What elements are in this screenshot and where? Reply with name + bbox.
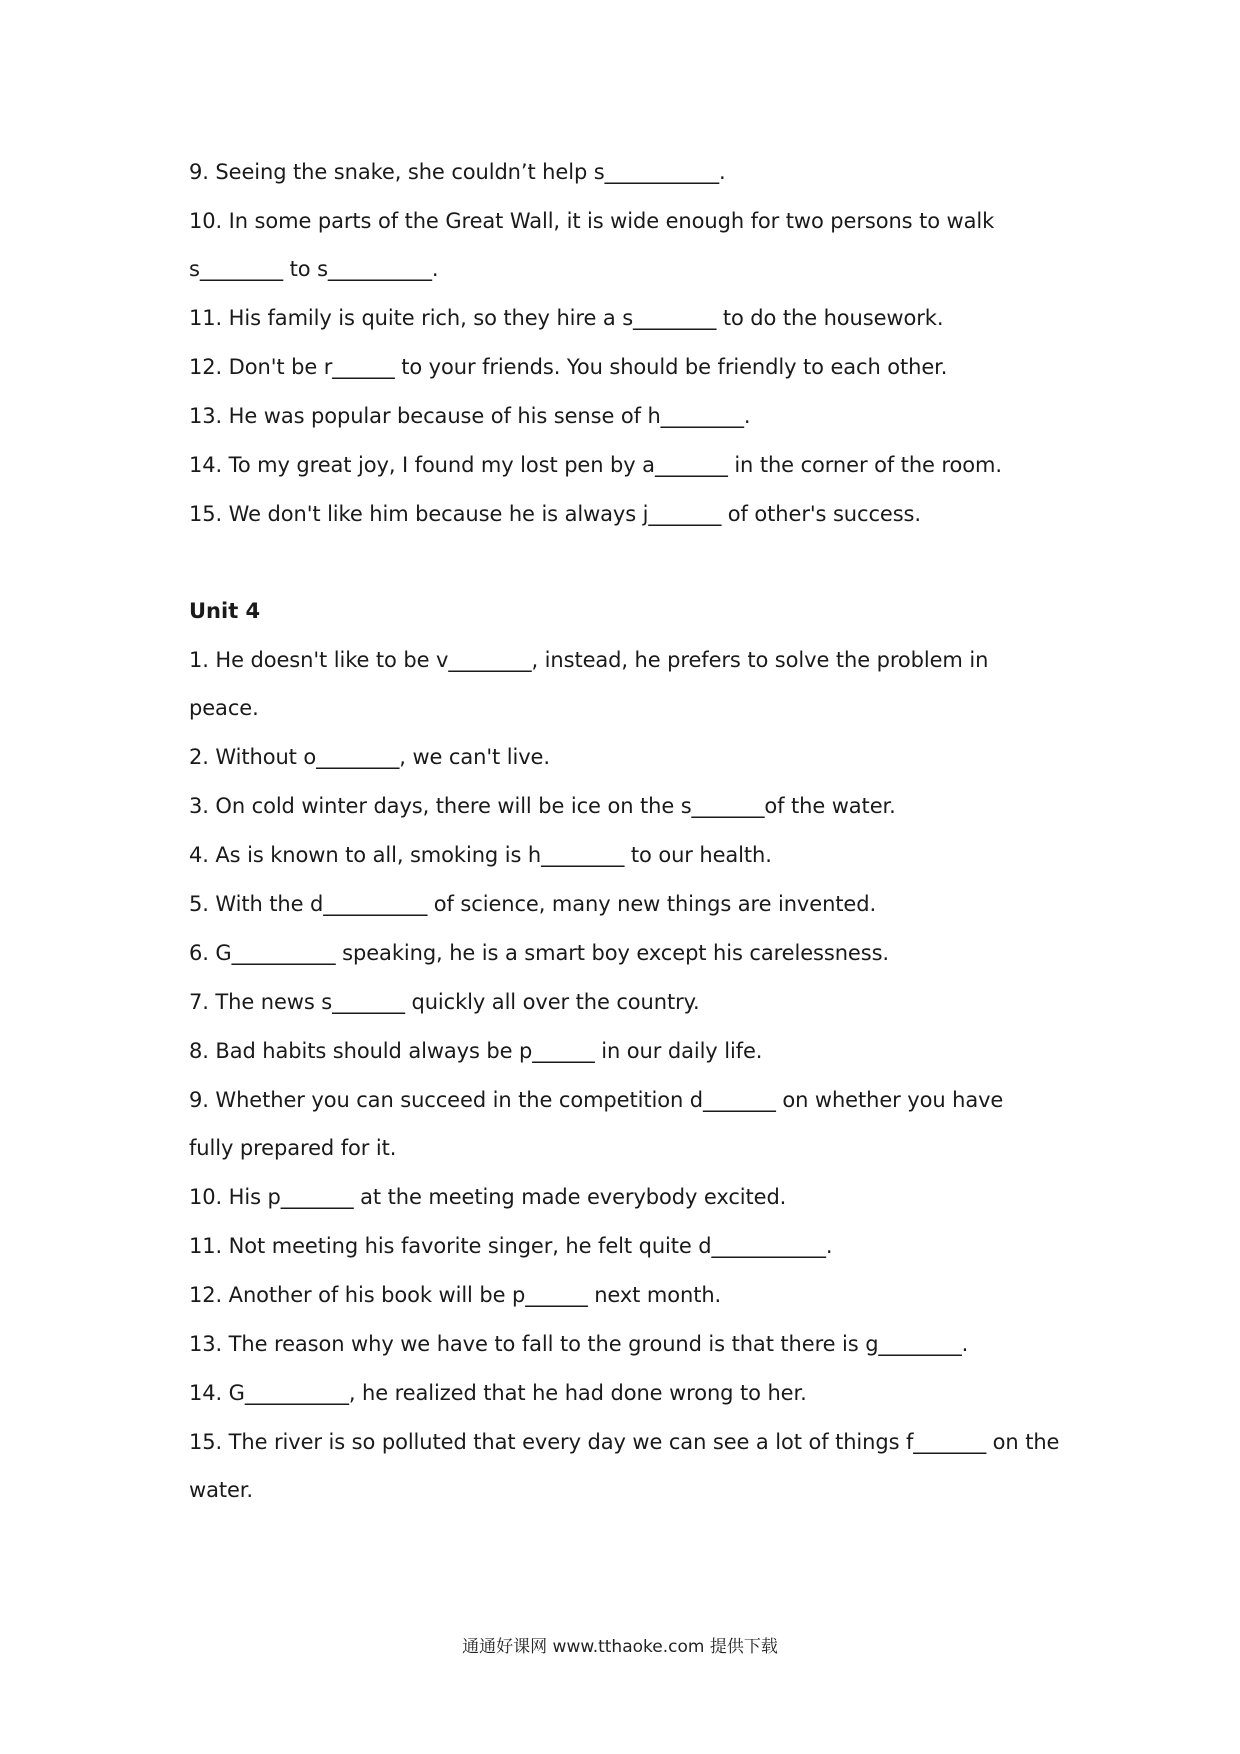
unit4-question-6: 6. G__________ speaking, he is a smart boy except his carelessness. [189, 941, 889, 965]
question-14: 14. To my great joy, I found my lost pen by a_______ in the corner of the room. [189, 453, 1002, 477]
unit4-question-5: 5. With the d__________ of science, many new things are invented. [189, 892, 877, 916]
question-9: 9. Seeing the snake, she couldn’t help s___________. [189, 160, 726, 184]
question-10: 10. In some parts of the Great Wall, it is wide enough for two persons to walk [189, 209, 995, 233]
unit4-question-1-continued: peace. [189, 696, 259, 720]
unit4-question-15-continued: water. [189, 1478, 253, 1502]
unit4-question-14: 14. G__________, he realized that he had done wrong to her. [189, 1381, 807, 1405]
question-12: 12. Don't be r______ to your friends. You should be friendly to each other. [189, 355, 948, 379]
unit4-question-3: 3. On cold winter days, there will be ice on the s_______of the water. [189, 794, 896, 818]
unit4-question-2: 2. Without o________, we can't live. [189, 745, 550, 769]
previous-unit-questions [189, 160, 1069, 526]
unit4-question-7: 7. The news s_______ quickly all over the country. [189, 990, 700, 1014]
unit4-question-15: 15. The river is so polluted that every day we can see a lot of things f_______ on the [189, 1430, 1060, 1454]
question-11: 11. His family is quite rich, so they hire a s________ to do the housework. [189, 306, 944, 330]
question-15: 15. We don't like him because he is always j_______ of other's success. [189, 502, 921, 526]
unit4-question-11: 11. Not meeting his favorite singer, he felt quite d___________. [189, 1234, 833, 1258]
unit4-question-9: 9. Whether you can succeed in the competition d_______ on whether you have [189, 1088, 1004, 1112]
unit4-question-9-continued: fully prepared for it. [189, 1136, 397, 1160]
worksheet-content [189, 160, 1069, 1527]
question-10-continued: s________ to s__________. [189, 257, 439, 281]
unit4-question-8: 8. Bad habits should always be p______ in our daily life. [189, 1039, 763, 1063]
unit-4-questions [189, 648, 1069, 1502]
unit4-question-12: 12. Another of his book will be p______ next month. [189, 1283, 722, 1307]
unit4-question-1: 1. He doesn't like to be v________, instead, he prefers to solve the problem in [189, 648, 989, 672]
page-footer: 通通好课网 www.tthaoke.com 提供下载 [462, 1637, 778, 1657]
unit-4-heading: Unit 4 [189, 599, 261, 623]
unit4-question-13: 13. The reason why we have to fall to the ground is that there is g________. [189, 1332, 969, 1356]
question-13: 13. He was popular because of his sense of h________. [189, 404, 751, 428]
unit4-question-4: 4. As is known to all, smoking is h________ to our health. [189, 843, 772, 867]
unit4-question-10: 10. His p_______ at the meeting made everybody excited. [189, 1185, 787, 1209]
